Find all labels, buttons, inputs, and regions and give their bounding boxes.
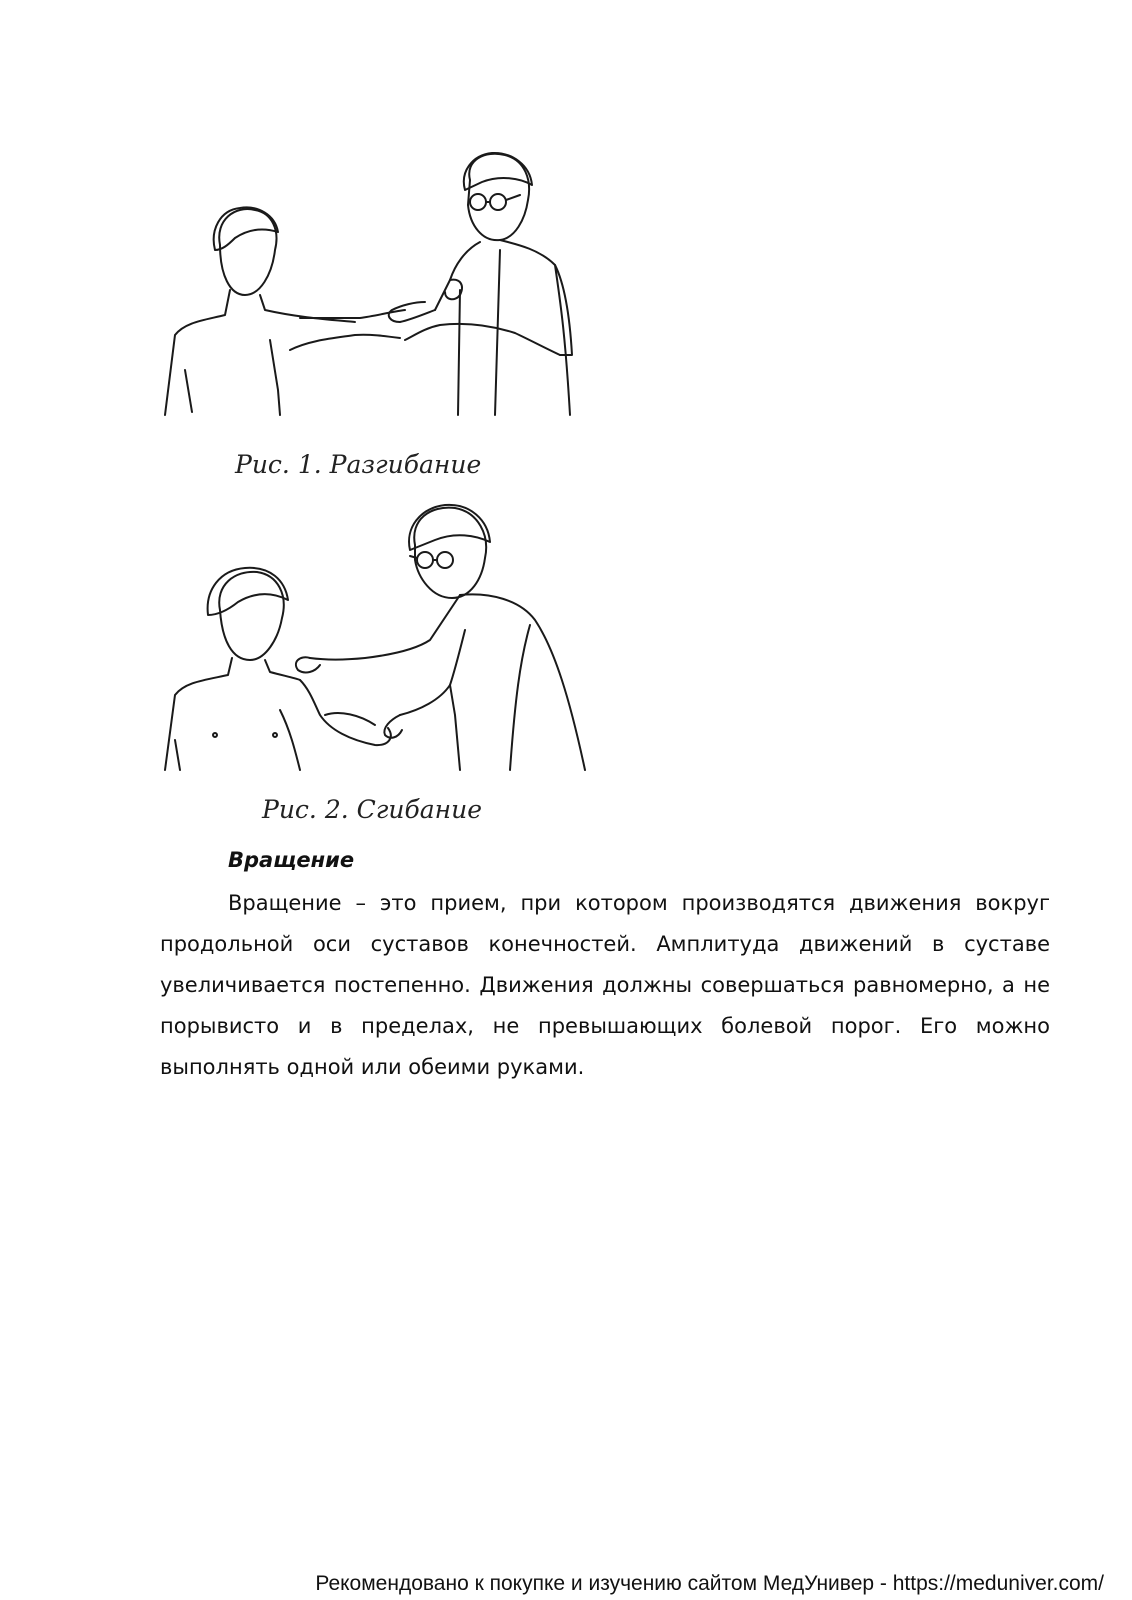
figure-2-illustration [160,500,600,790]
figure-2-caption: Рис. 2. Сгибание [262,795,483,824]
figure-1-illustration [160,150,580,430]
section-paragraph: Вращение – это прием, при котором производятся движения вокруг продольной оси суставов конечностей. Амплитуда движений в суставе увеличивается постепенно. Движения должны совершаться равномерно, а не порывисто и в пределах, не превышающих болевой порог. Его можно выполнять одной или обеими руками. [160,891,1050,1079]
figure-1-caption: Рис. 1. Разгибание [235,450,482,479]
section-heading: Вращение [228,848,355,872]
footer-watermark: Рекомендовано к покупке и изучению сайтом МедУнивер - https://meduniver.com/ [315,1572,1104,1595]
